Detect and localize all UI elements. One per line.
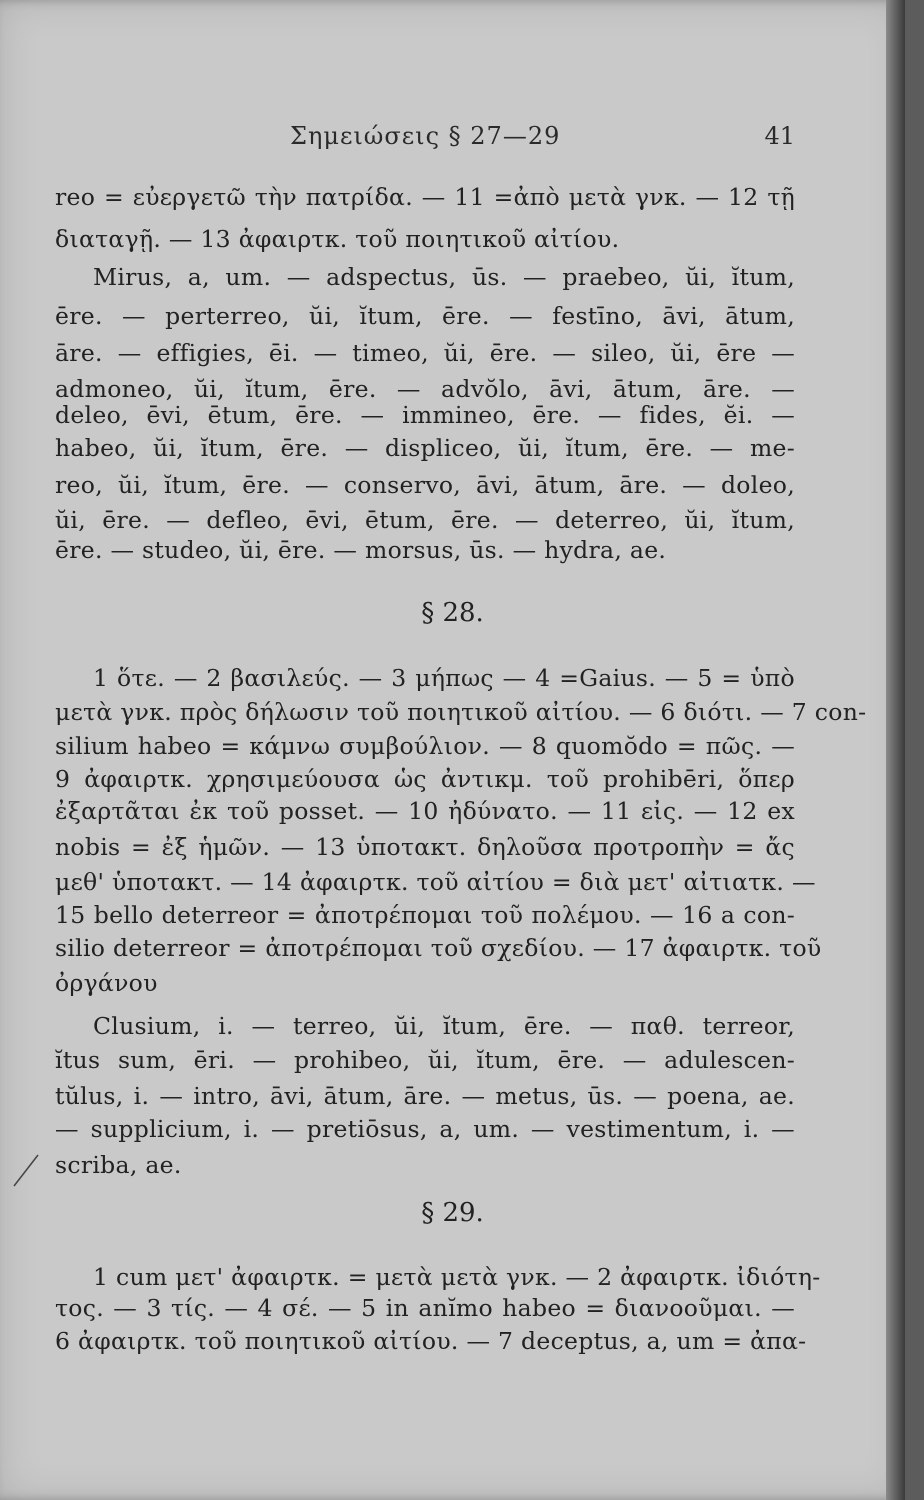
text-line: ὀργάνου [55,969,158,997]
text-line: μεθ' ὑποτακτ. — 14 ἀφαιρτκ. τοῦ αἰτίου = διὰ μετ' αἰτιατκ. — [55,868,816,896]
text-line: āre. — effigies, ēi. — timeo, ŭi, ēre. — sileo, ŭi, ēre — [55,339,795,367]
text-line: Clusium, i. — terreo, ŭi, ĭtum, ēre. — παθ. terreor, [93,1012,795,1040]
text-line: ŭi, ēre. — defleo, ēvi, ētum, ēre. — deterreo, ŭi, ĭtum, [55,506,795,534]
section-heading-28: § 28. [421,598,484,628]
text-line: habeo, ŭi, ĭtum, ēre. — displiceo, ŭi, ĭtum, ēre. — me- [55,434,795,462]
text-line: ἐξαρτᾶται ἐκ τοῦ posset. — 10 ἠδύνατο. — 11 εἰς. — 12 ex [55,797,795,825]
text-line: silio deterreor = ἀποτρέπομαι τοῦ σχεδίου. — 17 ἀφαιρτκ. τοῦ [55,934,822,962]
text-line: διαταγῇ. — 13 ἀφαιρτκ. τοῦ ποιητικοῦ αἰτίου. [55,225,620,253]
running-title: Σημειώσεις § 27—29 [290,122,561,150]
text-line: ēre. — studeo, ŭi, ēre. — morsus, ūs. — hydra, ae. [55,536,667,564]
text-line: — supplicium, i. — pretiōsus, a, um. — vestimentum, i. — [55,1115,795,1143]
text-line: silium habeo = κάμνω συμβούλιον. — 8 quomŏdo = πῶς. — [55,732,795,760]
text-line: nobis = ἐξ ἡμῶν. — 13 ὑποτακτ. δηλοῦσα προτροπὴν = ἄς [55,833,795,861]
text-line: 9 ἀφαιρτκ. χρησιμεύουσα ὡς ἀντικμ. τοῦ prohibēri, ὅπερ [55,765,795,793]
section-heading-29: § 29. [421,1198,484,1228]
pencil-slash-mark [8,1150,48,1190]
text-line: admoneo, ŭi, ĭtum, ēre. — advŏlo, āvi, ātum, āre. — [55,375,795,403]
text-line: deleo, ēvi, ētum, ēre. — immineo, ēre. — fides, ĕi. — [55,401,795,429]
text-line: scriba, ae. [55,1151,182,1179]
text-line: 15 bello deterreor = ἀποτρέπομαι τοῦ πολέμου. — 16 a con- [55,901,795,929]
text-line: ĭtus sum, ēri. — prohibeo, ŭi, ĭtum, ēre. — adulescen- [55,1046,795,1074]
text-line: μετὰ γνκ. πρὸς δήλωσιν τοῦ ποιητικοῦ αἰτίου. — 6 διότι. — 7 con- [55,698,867,726]
text-line: ēre. — perterreo, ŭi, ĭtum, ēre. — festīno, āvi, ātum, [55,302,795,330]
text-line: tŭlus, i. — intro, āvi, ātum, āre. — metus, ūs. — poena, ae. [55,1082,795,1110]
text-line: 6 ἀφαιρτκ. τοῦ ποιητικοῦ αἰτίου. — 7 deceptus, a, um = ἀπα- [55,1327,807,1355]
text-line: τος. — 3 τίς. — 4 σέ. — 5 in anĭmo habeo = διανοοῦμαι. — [55,1294,795,1322]
text-line: reo = εὐεργετῶ τὴν πατρίδα. — 11 =ἀπὸ μετὰ γνκ. — 12 τῇ [55,183,795,211]
text-line: Mirus, a, um. — adspectus, ūs. — praebeo, ŭi, ĭtum, [93,263,795,291]
text-line: 1 cum μετ' ἀφαιρτκ. = μετὰ μετὰ γνκ. — 2 ἀφαιρτκ. ἰδιότη- [93,1263,821,1291]
text-line: reo, ŭi, ĭtum, ēre. — conservo, āvi, ātum, āre. — doleo, [55,471,795,499]
page-number: 41 [764,122,795,150]
text-line: 1 ὅτε. — 2 βασιλεύς. — 3 μήπως — 4 =Gaius. — 5 = ὑπὸ [93,664,795,692]
